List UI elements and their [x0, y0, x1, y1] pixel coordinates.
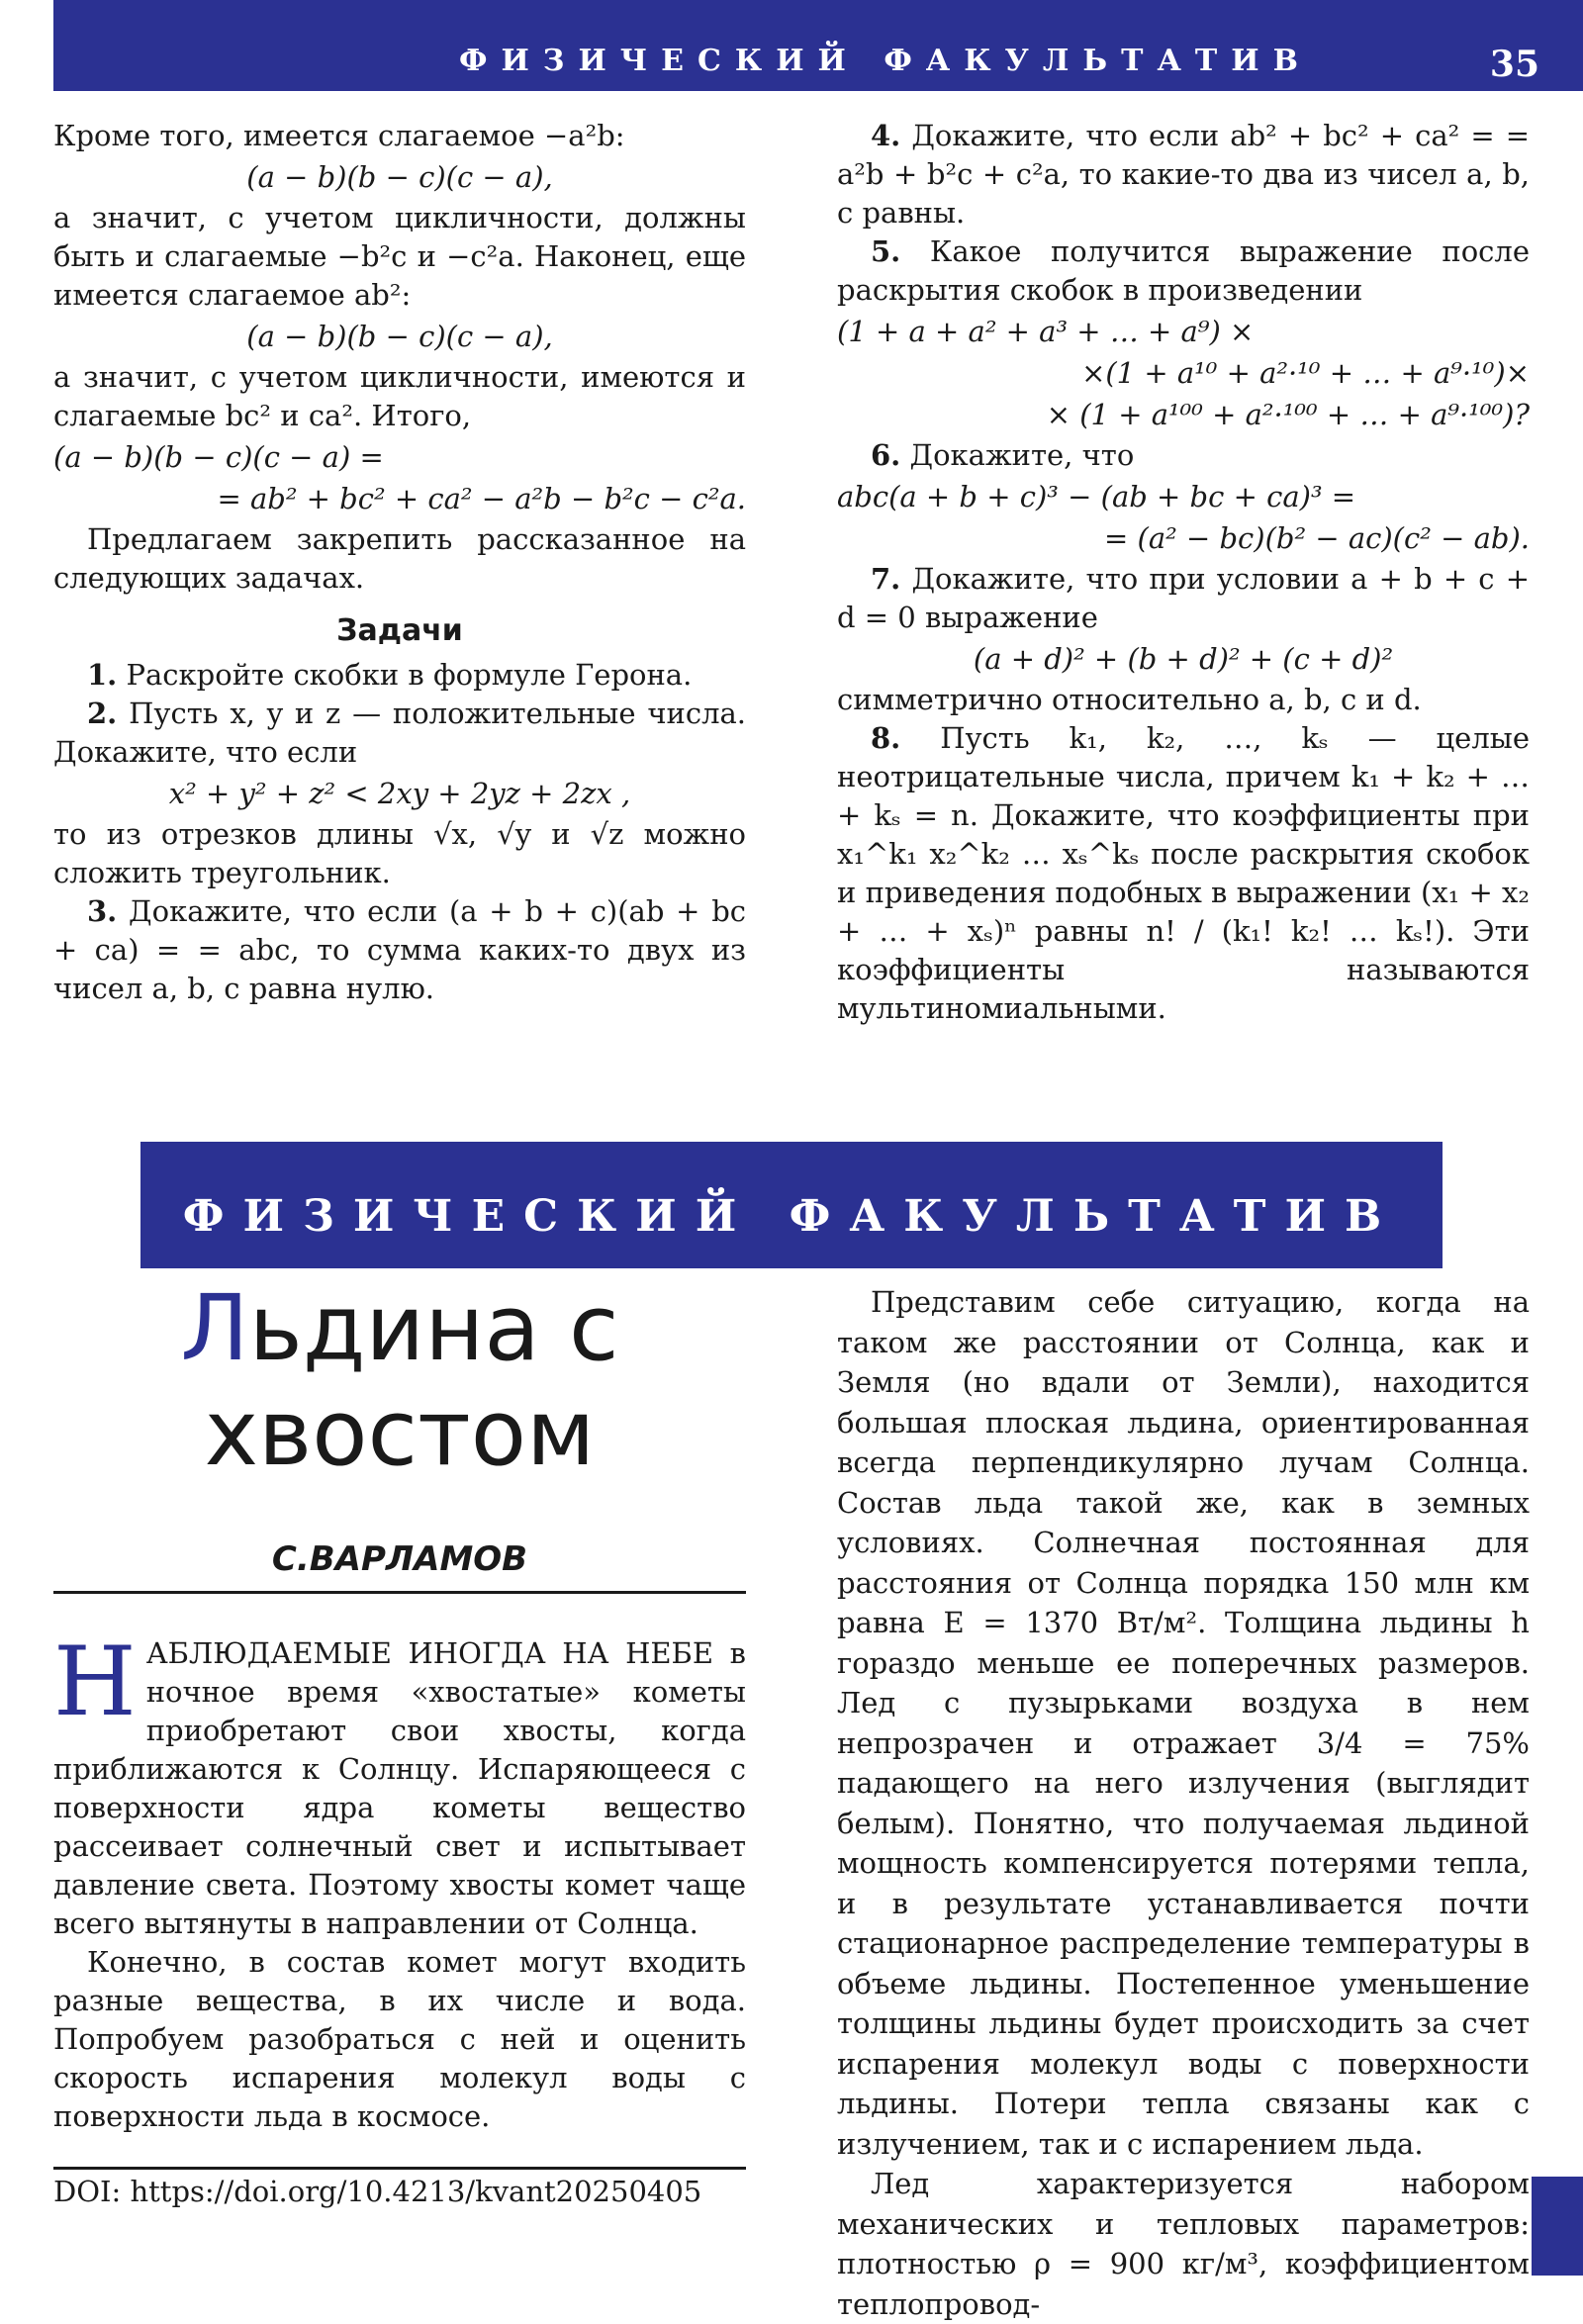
task-number: 8. — [871, 721, 901, 755]
paragraph: Представим себе ситуацию, когда на таком же расстоянии от Солнца, как и Земля (но вдали от Земли), находится большая плоская льдина, ориентированная всегда перпендикулярно лучам Солнца. Состав льда такой же, как в земных условиях. Солнечная постоянная для расстояния от Солнца порядка 150 млн км равна E = 1370 Вт/м². Толщина льдины h гораздо меньше ее поперечных размеров. Лед с пузырьками воздуха в нем непрозрачен и отражает 3/4 = 75% падающего на него излучения (выглядит белым). Понятно, что получаемая льдиной мощность компенсируется потерями тепла, и в результате устанавливается почти стационарное распределение температуры в объеме льдины. Постепенное уменьшение толщины льдины будет происходить за счет испарения молекул воды с поверхности льдины. Потери тепла связаны как с излучением, так и с испарением льда. — [837, 1285, 1530, 2161]
title-line-1: ьдина с — [248, 1275, 619, 1381]
formula: = (a² − bc)(b² − ac)(c² − ab). — [1104, 521, 1530, 555]
paragraph: симметрично относительно a, b, c и d. — [837, 683, 1422, 716]
formula: abc(a + b + c)³ − (ab + bc + ca)³ = — [837, 480, 1356, 513]
task-text: Докажите, что если ab² + bc² + ca² = = a²b + b²c + c²a, то какие-то два из чисел a, b, c равны. — [837, 119, 1530, 230]
task-text: Пусть x, y и z — положительные числа. Докажите, что если — [53, 697, 747, 769]
task-text: Раскройте скобки в формуле Герона. — [126, 658, 693, 692]
lead-text: в ночное время «хвостатые» кометы приобретают свои хвосты, когда приближаются к Солнцу. Испаряющееся с поверхности ядра кометы вещество рассеивает солнечный свет и испытывает давление света. Поэтому хвосты комет чаще всего вытянуты в направлении от Солнца. — [53, 1636, 746, 1940]
task-4 — [837, 117, 1530, 232]
formula: (a − b)(b − c)(c − a) = — [53, 440, 384, 474]
formula: = ab² + bc² + ca² − a²b − b²c − c²a. — [217, 482, 746, 515]
author: С.ВАРЛАМОВ — [271, 1539, 528, 1579]
tasks-heading: Задачи — [336, 613, 463, 648]
article-right-column — [837, 1282, 1530, 2324]
task-text: Докажите, что если (a + b + c)(ab + bc + ca) = = abc, то сумма каких-то двух из чисел a, b, c равна нулю. — [53, 894, 746, 1005]
task-number: 6. — [871, 438, 901, 472]
task-5 — [837, 232, 1530, 310]
article-title — [53, 1276, 746, 1486]
task-number: 4. — [871, 119, 901, 152]
formula: x² + y² + z² < 2xy + 2yz + 2zx , — [168, 777, 631, 810]
lead-caps: АБЛЮДАЕМЫЕ ИНОГДА НА НЕБЕ — [145, 1636, 714, 1670]
formula: (1 + a + a² + a³ + … + a⁹) × — [837, 315, 1255, 348]
section-banner — [140, 1142, 1443, 1268]
author-rule — [53, 1591, 746, 1594]
left-column — [53, 117, 746, 1008]
title-first-letter: Л — [180, 1275, 249, 1381]
task-8 — [837, 719, 1530, 1028]
paragraph: Лед характеризуется набором механических и тепловых параметров: плотностью ρ = 900 кг/м³, коэффициентом теплопровод- — [837, 2167, 1530, 2321]
task-3 — [53, 892, 746, 1008]
formula: (a − b)(b − c)(c − a), — [246, 160, 553, 194]
task-text: Какое получится выражение после раскрытия скобок в произведении — [837, 234, 1531, 307]
formula: × (1 + a¹⁰⁰ + a²·¹⁰⁰ + … + a⁹·¹⁰⁰)? — [1046, 398, 1530, 431]
paragraph: Предлагаем закрепить рассказанное на следующих задачах. — [53, 522, 746, 595]
header-bar — [53, 0, 1583, 91]
task-7 — [837, 560, 1530, 637]
task-number: 3. — [87, 894, 118, 928]
formula: ×(1 + a¹⁰ + a²·¹⁰ + … + a⁹·¹⁰)× — [1081, 356, 1530, 390]
page-number: 35 — [1489, 44, 1539, 85]
formula: (a − b)(b − c)(c − a), — [246, 320, 553, 353]
paragraph: то из отрезков длины √x, √y и √z можно сложить треугольник. — [53, 817, 746, 889]
task-number: 7. — [871, 562, 901, 596]
task-number: 5. — [871, 234, 901, 268]
task-text: Докажите, что при условии a + b + c + d = 0 выражение — [837, 562, 1531, 634]
task-text: Докажите, что — [909, 438, 1135, 472]
formula: (a + d)² + (b + d)² + (c + d)² — [973, 642, 1394, 676]
title-line-2: хвостом — [204, 1380, 596, 1486]
section-title: ФИЗИЧЕСКИЙ ФАКУЛЬТАТИВ — [182, 1191, 1401, 1242]
corner-marker — [1532, 2177, 1583, 2276]
task-2 — [53, 695, 746, 772]
paragraph: а значит, с учетом цикличности, имеются и слагаемые bc² и ca². Итого, — [53, 360, 746, 432]
paragraph: Кроме того, имеется слагаемое −a²b: — [53, 119, 625, 152]
lead-paragraph — [53, 1627, 746, 1943]
paragraph: а значит, с учетом цикличности, должны быть и слагаемые −b²c и −c²a. Наконец, еще имеется слагаемое ab²: — [53, 201, 746, 312]
paragraph: Конечно, в состав комет могут входить разные вещества, в их числе и вода. Попробуем разобраться с ней и оценить скорость испарения молекул воды с поверхности льда в космосе. — [53, 1945, 746, 2133]
task-6 — [837, 436, 1530, 475]
header-title: ФИЗИЧЕСКИЙ ФАКУЛЬТАТИВ — [459, 44, 1312, 78]
article-left-column — [53, 1627, 746, 2136]
task-number: 1. — [87, 658, 118, 692]
right-column — [837, 117, 1530, 1028]
doi-link[interactable]: DOI: https://doi.org/10.4213/kvant20250405 — [53, 2175, 702, 2208]
task-number: 2. — [87, 697, 118, 730]
doi-rule — [53, 2167, 746, 2170]
drop-cap: Н — [53, 1627, 137, 1737]
task-1 — [53, 656, 746, 695]
task-text: Пусть k₁, k₂, …, kₛ — целые неотрицательные числа, причем k₁ + k₂ + … + kₛ = n. Докажите, что коэффициенты при x₁^k₁ x₂^k₂ … xₛ^kₛ после раскрытия скобок и приведения подобных в выражении (x₁ + x₂ + … + xₛ)ⁿ равны n! / (k₁! k₂! … kₛ!). Эти коэффициенты называются мультиномиальными. — [837, 721, 1531, 1025]
